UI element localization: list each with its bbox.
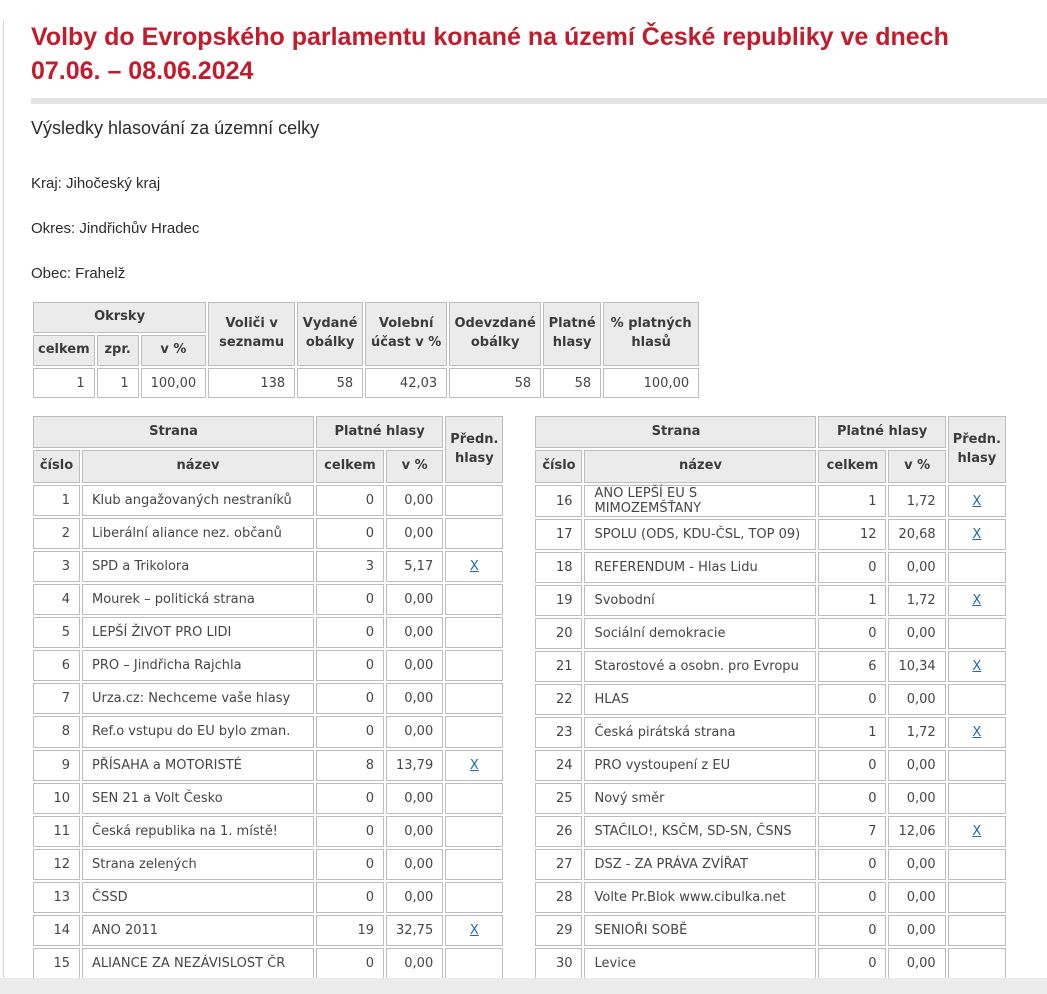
party-row (535, 618, 1005, 649)
party-votes-pct: 0,00 (888, 552, 945, 583)
party-votes-total: 0 (316, 485, 384, 516)
party-pref-cell (445, 683, 503, 714)
party-pref-cell (445, 617, 503, 648)
party-header-strana: Strana (33, 416, 314, 448)
party-row (33, 750, 503, 781)
party-row (33, 882, 503, 913)
party-pref-cell (948, 882, 1006, 913)
summary-header-okrsky: Okrsky (33, 302, 206, 333)
preferential-votes-link[interactable]: X (972, 824, 982, 839)
party-row (535, 585, 1005, 616)
summary-header-celkem: celkem (33, 335, 95, 366)
party-name: PRO vystoupení z EU (584, 750, 816, 781)
party-votes-pct: 0,00 (386, 849, 443, 880)
party-name: Liberální aliance nez. občanů (82, 518, 314, 549)
party-name: LEPŠÍ ŽIVOT PRO LIDI (82, 617, 314, 648)
preferential-votes-link[interactable]: X (972, 725, 982, 740)
party-name: SENIOŘI SOBĚ (584, 915, 816, 946)
party-votes-total: 0 (316, 783, 384, 814)
party-votes-total: 0 (316, 650, 384, 681)
party-name: Ref.o vstupu do EU bylo zman. (82, 716, 314, 747)
party-pref-cell (445, 518, 503, 549)
party-votes-pct: 0,00 (888, 783, 945, 814)
party-name: Urza.cz: Nechceme vaše hlasy (82, 683, 314, 714)
party-name: Strana zelených (82, 849, 314, 880)
party-number: 17 (535, 519, 582, 550)
party-votes-pct: 5,17 (386, 551, 443, 582)
party-header-nazev: název (584, 450, 816, 483)
party-number: 12 (33, 849, 80, 880)
party-votes-total: 8 (316, 750, 384, 781)
preferential-votes-link[interactable]: X (972, 493, 982, 509)
party-header-platne-hlasy: Platné hlasy (818, 416, 945, 448)
party-name: ANO 2011 (82, 915, 314, 946)
party-row (535, 750, 1005, 781)
party-pref-cell (948, 783, 1006, 814)
party-name: SPD a Trikolora (82, 551, 314, 582)
summary-okrsky-celkem: 1 (33, 368, 95, 398)
party-pref-cell (445, 485, 503, 516)
summary-ucast: 42,03 (365, 368, 447, 398)
party-name: Svobodní (584, 585, 816, 616)
party-pref-cell (445, 816, 503, 847)
party-votes-total: 1 (818, 585, 886, 616)
party-number: 23 (535, 717, 582, 748)
party-number: 20 (535, 618, 582, 649)
party-votes-total: 0 (316, 716, 384, 747)
party-pref-cell (948, 684, 1006, 715)
party-pref-cell (948, 519, 1006, 550)
party-votes-total: 0 (818, 552, 886, 583)
party-number: 16 (535, 485, 582, 517)
party-votes-total: 3 (316, 551, 384, 582)
party-votes-pct: 13,79 (386, 750, 443, 781)
party-pref-cell (948, 717, 1006, 748)
party-row (33, 915, 503, 946)
party-row (33, 816, 503, 847)
party-votes-total: 12 (818, 519, 886, 550)
party-row (33, 584, 503, 615)
page-title: Volby do Evropského parlamentu konané na území České republiky ve dnech 07.06. – 08.06.2024 (31, 23, 949, 85)
party-number: 1 (33, 485, 80, 516)
party-votes-total: 0 (818, 915, 886, 946)
party-header-cislo: číslo (535, 450, 582, 483)
party-pref-cell (948, 915, 1006, 946)
party-row (535, 717, 1005, 748)
party-votes-pct: 0,00 (386, 882, 443, 913)
party-name: Sociální demokracie (584, 618, 816, 649)
party-number: 21 (535, 651, 582, 682)
party-row (535, 485, 1005, 517)
party-row (33, 650, 503, 681)
party-number: 30 (535, 948, 582, 979)
party-pref-cell (445, 849, 503, 880)
party-votes-total: 0 (316, 518, 384, 549)
party-table-right (533, 414, 1007, 981)
party-pref-cell (445, 716, 503, 747)
party-row (33, 617, 503, 648)
summary-row (33, 368, 699, 398)
party-number: 24 (535, 750, 582, 781)
party-name: Česká republika na 1. místě! (82, 816, 314, 847)
party-pref-cell (948, 585, 1006, 616)
party-number: 27 (535, 849, 582, 880)
preferential-votes-link[interactable]: X (972, 593, 982, 608)
party-pref-cell (948, 552, 1006, 583)
summary-okrsky-vpct: 100,00 (141, 368, 207, 398)
party-votes-pct: 0,00 (386, 816, 443, 847)
party-votes-pct: 0,00 (386, 518, 443, 549)
party-votes-total: 0 (316, 584, 384, 615)
party-row (535, 783, 1005, 814)
party-votes-total: 6 (818, 651, 886, 682)
party-number: 9 (33, 750, 80, 781)
party-name: ALIANCE ZA NEZÁVISLOST ČR (82, 948, 314, 979)
party-header-strana: Strana (535, 416, 816, 448)
party-votes-pct: 0,00 (386, 783, 443, 814)
party-votes-pct: 20,68 (888, 519, 945, 550)
party-votes-pct: 0,00 (888, 915, 945, 946)
party-votes-total: 0 (818, 684, 886, 715)
party-row (33, 849, 503, 880)
party-pref-cell (445, 882, 503, 913)
party-votes-total: 0 (818, 849, 886, 880)
party-header-nazev: název (82, 450, 314, 483)
summary-vydane: 58 (297, 368, 363, 398)
party-row (33, 783, 503, 814)
party-votes-pct: 0,00 (888, 618, 945, 649)
party-header-predn-hlasy: Předn. hlasy (948, 416, 1006, 483)
party-row (535, 948, 1005, 979)
party-votes-total: 0 (818, 750, 886, 781)
party-number: 10 (33, 783, 80, 814)
party-number: 11 (33, 816, 80, 847)
party-votes-pct: 0,00 (386, 683, 443, 714)
party-votes-pct: 0,00 (386, 650, 443, 681)
party-votes-total: 7 (818, 816, 886, 847)
party-header-celkem: celkem (818, 450, 886, 483)
page-left-edge (3, 20, 4, 978)
party-number: 29 (535, 915, 582, 946)
party-number: 19 (535, 585, 582, 616)
party-row (33, 518, 503, 549)
party-votes-pct: 0,00 (386, 948, 443, 979)
party-row (535, 849, 1005, 880)
party-votes-pct: 0,00 (888, 684, 945, 715)
preferential-votes-link[interactable]: X (469, 757, 479, 773)
party-number: 18 (535, 552, 582, 583)
party-number: 5 (33, 617, 80, 648)
party-number: 15 (33, 948, 80, 979)
party-row (535, 684, 1005, 715)
party-number: 25 (535, 783, 582, 814)
party-row (33, 683, 503, 714)
summary-header-pct-platnych: % platných hlasů (603, 302, 699, 366)
summary-header-ucast: Volební účast v % (365, 302, 447, 366)
section-heading: Výsledky hlasování za územní celky (31, 118, 320, 138)
title-divider (31, 98, 1047, 104)
party-votes-total: 1 (818, 717, 886, 748)
party-name: SEN 21 a Volt Česko (82, 783, 314, 814)
party-row (33, 551, 503, 582)
summary-header-vpct: v % (141, 335, 207, 366)
party-name: PRO – Jindřicha Rajchla (82, 650, 314, 681)
party-name: Levice (584, 948, 816, 979)
party-votes-pct: 12,06 (888, 816, 945, 847)
party-votes-total: 0 (316, 683, 384, 714)
party-pref-cell (948, 948, 1006, 979)
party-votes-total: 0 (316, 816, 384, 847)
party-row (33, 948, 503, 979)
summary-pct-platnych: 100,00 (603, 368, 699, 398)
preferential-votes-link[interactable]: X (972, 659, 982, 674)
party-header-celkem: celkem (316, 450, 384, 483)
party-votes-total: 0 (316, 849, 384, 880)
party-votes-pct: 0,00 (386, 485, 443, 516)
party-votes-pct: 0,00 (888, 849, 945, 880)
party-row (33, 485, 503, 516)
party-name: DSZ - ZA PRÁVA ZVÍŘAT (584, 849, 816, 880)
summary-volici: 138 (208, 368, 295, 398)
party-votes-total: 0 (316, 882, 384, 913)
party-number: 14 (33, 915, 80, 946)
party-votes-total: 0 (818, 882, 886, 913)
party-row (535, 519, 1005, 550)
party-name: ANO LEPŠÍ EU S MIMOZEMŠŤANY (584, 485, 816, 517)
summary-header-volici: Voliči v seznamu (208, 302, 295, 366)
summary-header-platne: Platné hlasy (543, 302, 601, 366)
party-number: 7 (33, 683, 80, 714)
summary-header-zpr: zpr. (97, 335, 139, 366)
party-name: Volte Pr.Blok www.cibulka.net (584, 882, 816, 913)
party-votes-pct: 1,72 (888, 717, 945, 748)
page-content (0, 20, 1047, 981)
kraj-label: Kraj: Jihočeský kraj (31, 175, 161, 192)
party-votes-pct: 0,00 (386, 617, 443, 648)
party-name: Česká pirátská strana (584, 717, 816, 748)
party-name: ČSSD (82, 882, 314, 913)
party-votes-total: 0 (316, 948, 384, 979)
party-name: REFERENDUM - Hlas Lidu (584, 552, 816, 583)
party-tables-row (31, 414, 1047, 981)
party-votes-pct: 0,00 (386, 584, 443, 615)
party-pref-cell (948, 651, 1006, 682)
party-votes-total: 0 (818, 618, 886, 649)
party-pref-cell (445, 948, 503, 979)
party-pref-cell (445, 551, 503, 582)
party-row (535, 882, 1005, 913)
party-number: 28 (535, 882, 582, 913)
party-header-cislo: číslo (33, 450, 80, 483)
party-name: HLAS (584, 684, 816, 715)
party-number: 26 (535, 816, 582, 847)
party-table-left (31, 414, 505, 981)
party-name: Klub angažovaných nestraníků (82, 485, 314, 516)
party-header-predn-hlasy: Předn. hlasy (445, 416, 503, 483)
summary-odevzdane: 58 (449, 368, 541, 398)
party-votes-pct: 0,00 (888, 948, 945, 979)
party-votes-total: 1 (818, 485, 886, 517)
party-votes-pct: 0,00 (888, 882, 945, 913)
preferential-votes-link[interactable]: X (469, 922, 479, 938)
party-name: SPOLU (ODS, KDU-ČSL, TOP 09) (584, 519, 816, 550)
party-number: 3 (33, 551, 80, 582)
party-row (535, 651, 1005, 682)
summary-platne: 58 (543, 368, 601, 398)
footer-strip (0, 978, 1047, 994)
summary-header-odevzdane: Odevzdané obálky (449, 302, 541, 366)
party-votes-total: 0 (316, 617, 384, 648)
party-number: 4 (33, 584, 80, 615)
party-header-vpct: v % (888, 450, 945, 483)
preferential-votes-link[interactable]: X (972, 527, 982, 542)
summary-table (31, 300, 701, 400)
party-pref-cell (948, 485, 1006, 517)
party-number: 6 (33, 650, 80, 681)
party-pref-cell (948, 849, 1006, 880)
party-name: STAČILO!, KSČM, SD-SN, ČSNS (584, 816, 816, 847)
party-votes-pct: 10,34 (888, 651, 945, 682)
party-row (535, 552, 1005, 583)
party-pref-cell (948, 816, 1006, 847)
preferential-votes-link[interactable]: X (469, 559, 479, 575)
summary-okrsky-zpr: 1 (97, 368, 139, 398)
party-header-vpct: v % (386, 450, 443, 483)
party-pref-cell (445, 783, 503, 814)
party-pref-cell (445, 584, 503, 615)
party-number: 8 (33, 716, 80, 747)
party-votes-pct: 1,72 (888, 585, 945, 616)
party-name: PŘÍSAHA a MOTORISTÉ (82, 750, 314, 781)
party-header-platne-hlasy: Platné hlasy (316, 416, 443, 448)
obec-label: Obec: Frahelž (31, 265, 126, 282)
party-row (535, 816, 1005, 847)
party-votes-pct: 0,00 (386, 716, 443, 747)
party-pref-cell (445, 750, 503, 781)
party-votes-pct: 1,72 (888, 485, 945, 517)
party-pref-cell (948, 618, 1006, 649)
party-number: 2 (33, 518, 80, 549)
party-votes-total: 19 (316, 915, 384, 946)
party-votes-pct: 32,75 (386, 915, 443, 946)
party-votes-pct: 0,00 (888, 750, 945, 781)
party-row (535, 915, 1005, 946)
summary-header-vydane: Vydané obálky (297, 302, 363, 366)
party-pref-cell (445, 915, 503, 946)
party-number: 13 (33, 882, 80, 913)
party-pref-cell (445, 650, 503, 681)
party-votes-total: 0 (818, 783, 886, 814)
party-name: Mourek – politická strana (82, 584, 314, 615)
party-name: Starostové a osobn. pro Evropu (584, 651, 816, 682)
party-row (33, 716, 503, 747)
party-votes-total: 0 (818, 948, 886, 979)
okres-label: Okres: Jindřichův Hradec (31, 220, 200, 237)
party-name: Nový směr (584, 783, 816, 814)
party-number: 22 (535, 684, 582, 715)
party-pref-cell (948, 750, 1006, 781)
